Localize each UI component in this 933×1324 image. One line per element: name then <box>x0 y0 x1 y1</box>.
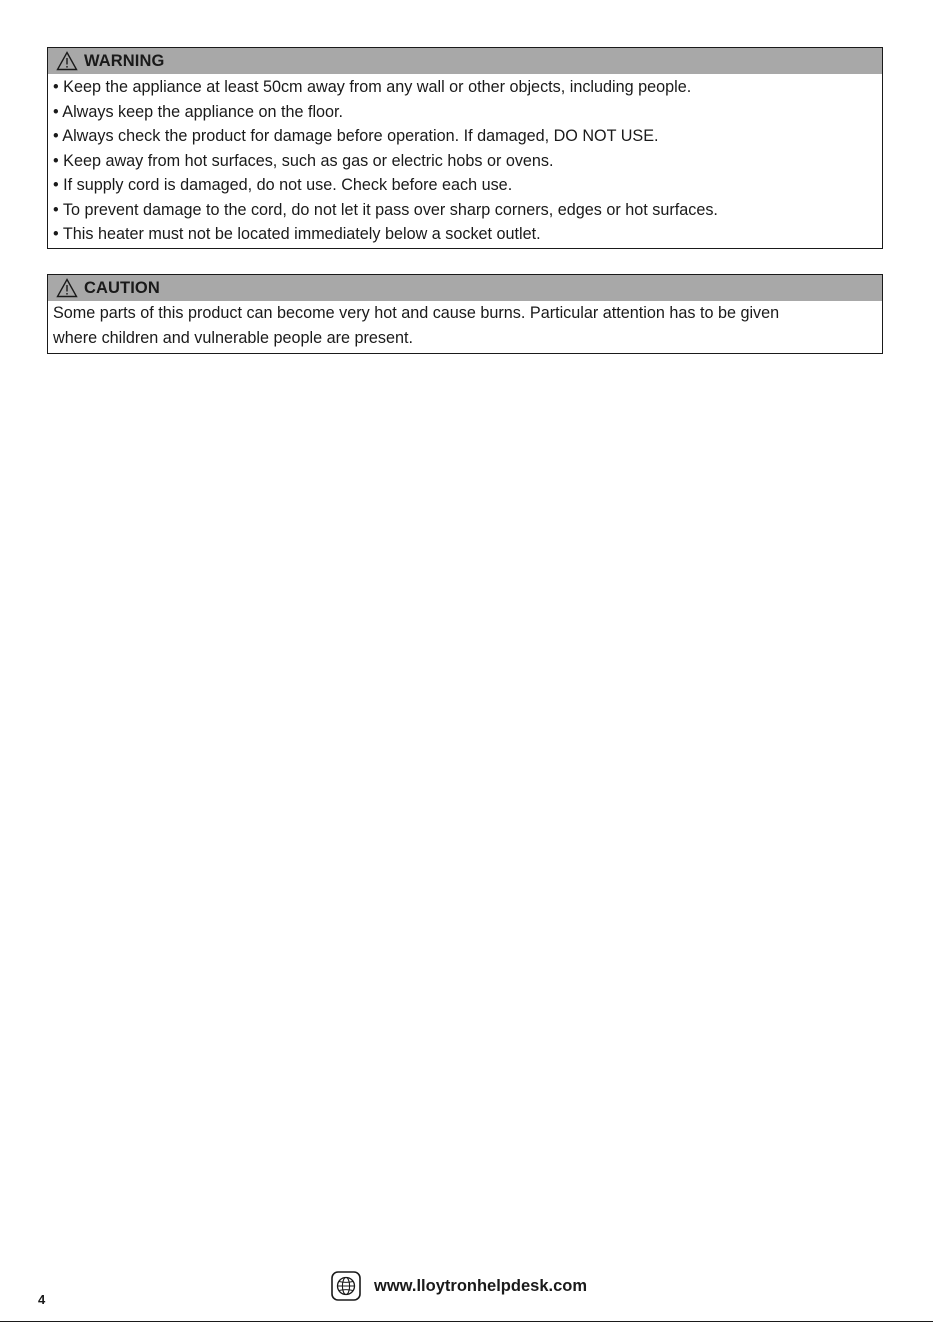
caution-header <box>48 275 882 301</box>
bottom-divider <box>0 1321 933 1322</box>
warning-item: • Always check the product for damage before operation. If damaged, DO NOT USE. <box>53 127 659 145</box>
caution-line: Some parts of this product can become very hot and cause burns. Particular attention has to be given <box>53 304 780 322</box>
website-url: www.lloytronhelpdesk.com <box>374 1276 588 1295</box>
warning-list <box>48 74 882 247</box>
warning-box <box>47 47 883 249</box>
caution-title: CAUTION <box>84 278 160 297</box>
warning-item: • Keep the appliance at least 50cm away from any wall or other objects, including people. <box>53 78 692 96</box>
page-number: 4 <box>38 1292 46 1307</box>
globe-icon <box>331 1271 361 1301</box>
warning-item: • If supply cord is damaged, do not use. Check before each use. <box>53 176 513 194</box>
warning-title: WARNING <box>84 51 165 70</box>
warning-triangle-icon <box>56 51 78 71</box>
caution-line: where children and vulnerable people are present. <box>53 328 413 347</box>
warning-item: • This heater must not be located immediately below a socket outlet. <box>53 225 541 243</box>
warning-header <box>48 48 882 74</box>
caution-box <box>47 274 883 354</box>
footer-website <box>331 1271 587 1301</box>
warning-item: • Keep away from hot surfaces, such as gas or electric hobs or ovens. <box>53 151 554 170</box>
warning-item: • Always keep the appliance on the floor. <box>53 102 344 121</box>
warning-item: • To prevent damage to the cord, do not let it pass over sharp corners, edges or hot surfaces. <box>53 200 718 219</box>
warning-triangle-icon <box>56 278 78 298</box>
caution-text <box>48 301 882 350</box>
